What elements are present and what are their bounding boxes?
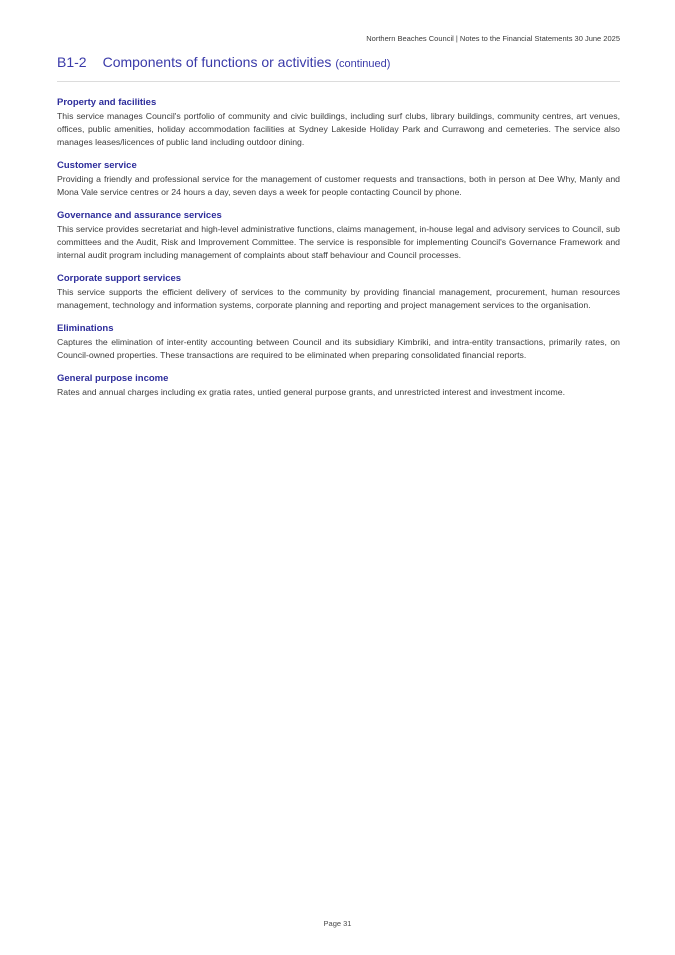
section-heading: Corporate support services <box>57 273 182 284</box>
section-heading: Customer service <box>57 160 137 171</box>
section-eliminations <box>57 323 620 362</box>
section-body: This service manages Council's portfolio of community and civic buildings, including surf clubs, library buildings, community centres, art venues, offices, public amenities, holiday accommodation facilities at Sydney Lakeside Holiday Park and Currawong and cemeteries. The service also manages leases/licences of public land including outdoor dining. <box>57 111 620 147</box>
note-title-continued: (continued) <box>335 58 391 70</box>
section-heading: Property and facilities <box>57 97 157 108</box>
title-divider <box>57 81 620 82</box>
section-heading: Eliminations <box>57 323 114 334</box>
section-body: Providing a friendly and professional service for the management of customer requests and transactions, both in person at Dee Why, Manly and Mona Vale service centres or 24 hours a day, seven days a week for people contacting Council by phone. <box>57 174 620 197</box>
note-title-code: B1-2 <box>57 54 87 70</box>
section-corporate-support-services <box>57 273 620 312</box>
note-title <box>57 54 620 73</box>
section-heading: Governance and assurance services <box>57 210 222 221</box>
page-number: Page 31 <box>323 919 352 928</box>
note-title-text: Components of functions or activities <box>102 54 332 70</box>
section-general-purpose-income <box>57 373 620 399</box>
section-customer-service <box>57 160 620 199</box>
section-governance-and-assurance-services <box>57 210 620 262</box>
section-property-and-facilities <box>57 97 620 149</box>
section-heading: General purpose income <box>57 373 169 384</box>
section-body: Captures the elimination of inter-entity accounting between Council and its subsidiary Kimbriki, and intra-entity transactions, primarily rates, on Council-owned properties. These transactions are required to be eliminated when preparing consolidated financial reports. <box>57 337 620 360</box>
section-body: This service provides secretariat and high-level administrative functions, claims management, in-house legal and advisory services to Council, sub committees and the Audit, Risk and Improvement Committee. The service is responsible for implementing Council's Governance Framework and internal audit program including management of complaints about staff behaviour and Council processes. <box>57 224 620 260</box>
section-body: Rates and annual charges including ex gratia rates, untied general purpose grants, and unrestricted interest and investment income. <box>57 387 566 397</box>
section-body: This service supports the efficient delivery of services to the community by providing financial management, procurement, human resources management, technology and information systems, corporate planning and reporting and project management services to the organisation. <box>57 287 620 310</box>
page-header-text: Northern Beaches Council | Notes to the Financial Statements 30 June 2025 <box>366 34 620 43</box>
